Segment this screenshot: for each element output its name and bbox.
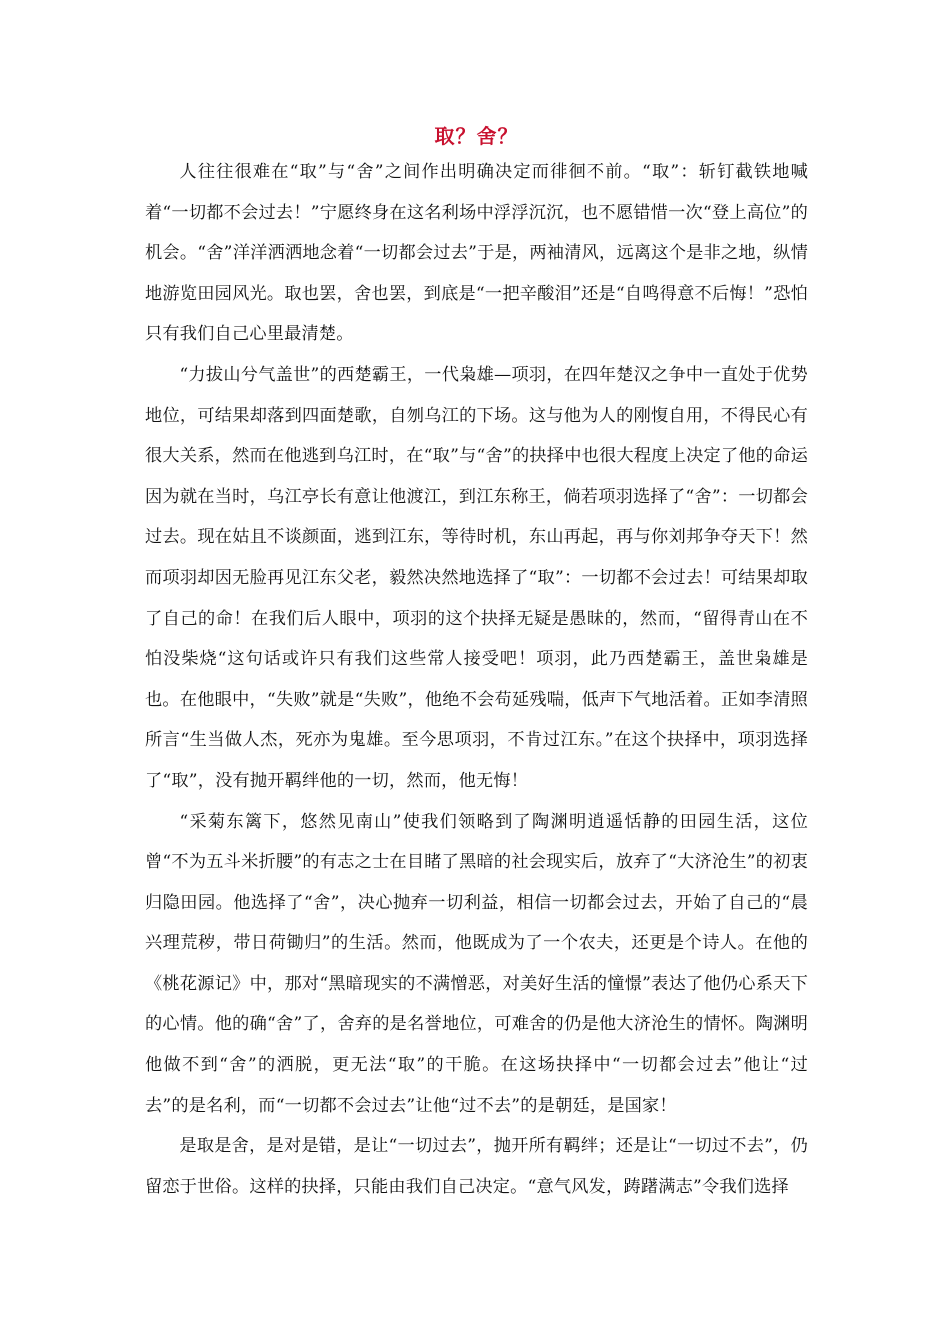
paragraph-conclusion: 是取是舍，是对是错，是让“一切过去”，抛开所有羁绊；还是让“一切过不去”，仍留恋于世俗。这样的抉择，只能由我们自己决定。“意气风发，踌躇满志”令我们选择 bbox=[145, 1136, 809, 1197]
document-page bbox=[145, 120, 808, 1207]
paragraph-xiang-yu: “力拔山兮气盖世”的西楚霸王，一代枭雄—项羽，在四年楚汉之争中一直处于优势地位，可结果却落到四面楚歌，自刎乌江的下场。这与他为人的刚愎自用，不得民心有很大关系，然而在他逃到乌江时，在“取”与“舍”的抉择中也很大程度上决定了他的命运因为就在当时，乌江亭长有意让他渡江，到江东称王，倘若项羽选择了“舍”：一切都会过去。现在姑且不谈颜面，逃到江东，等待时机，东山再起，再与你刘邦争夺天下！然而项羽却因无脸再见江东父老，毅然决然地选择了“取”：一切都不会过去！可结果却取了自己的命！在我们后人眼中，项羽的这个抉择无疑是愚昧的，然而，“留得青山在不怕没柴烧“这句话或许只有我们这些常人接受吧！项羽，此乃西楚霸王，盖世枭雄是也。在他眼中，“失败”就是“失败”，他绝不会苟延残喘，低声下气地活着。正如李清照所言“生当做人杰，死亦为鬼雄。至今思项羽，不肯过江东。”在这个抉择中，项羽选择了“取”，没有抛开羁绊他的一切，然而，他无悔！ bbox=[145, 364, 808, 791]
paragraph-tao-yuanming: “采菊东篱下，悠然见南山”使我们领略到了陶渊明逍遥恬静的田园生活，这位曾“不为五斗米折腰”的有志之士在目睹了黑暗的社会现实后，放弃了“大济沧生”的初衷归隐田园。他选择了“舍”，决心抛弃一切利益，相信一切都会过去，开始了自己的“晨兴理荒秽，带日荷锄归”的生活。然而，他既成为了一个农夫，还更是个诗人。在他的《桃花源记》中，那对“黑暗现实的不满憎恶，对美好生活的憧憬”表达了他仍心系天下的心情。他的确“舍”了，舍弃的是名誉地位，可难舍的仍是他大济沧生的情怀。陶渊明他做不到“舍”的洒脱，更无法“取”的干脆。在这场抉择中“一切都会过去”他让“过去”的是名利，而“一切都不会过去”让他“过不去”的是朝廷，是国家！ bbox=[145, 811, 808, 1116]
paragraph-intro: 人往往很难在“取”与“舍”之间作出明确决定而徘徊不前。“取”：斩钉截铁地喊着“一切都不会过去！”宁愿终身在这名利场中浮浮沉沉，也不愿错惜一次“登上高位”的机会。“舍”洋洋洒洒地念着“一切都会过去”于是，两袖清风，远离这个是非之地，纵情地游览田园风光。取也罢，舍也罢，到底是“一把辛酸泪”还是“自鸣得意不后悔！”恐怕只有我们自己心里最清楚。 bbox=[145, 162, 808, 345]
page-title: 取？舍？ bbox=[434, 124, 519, 148]
